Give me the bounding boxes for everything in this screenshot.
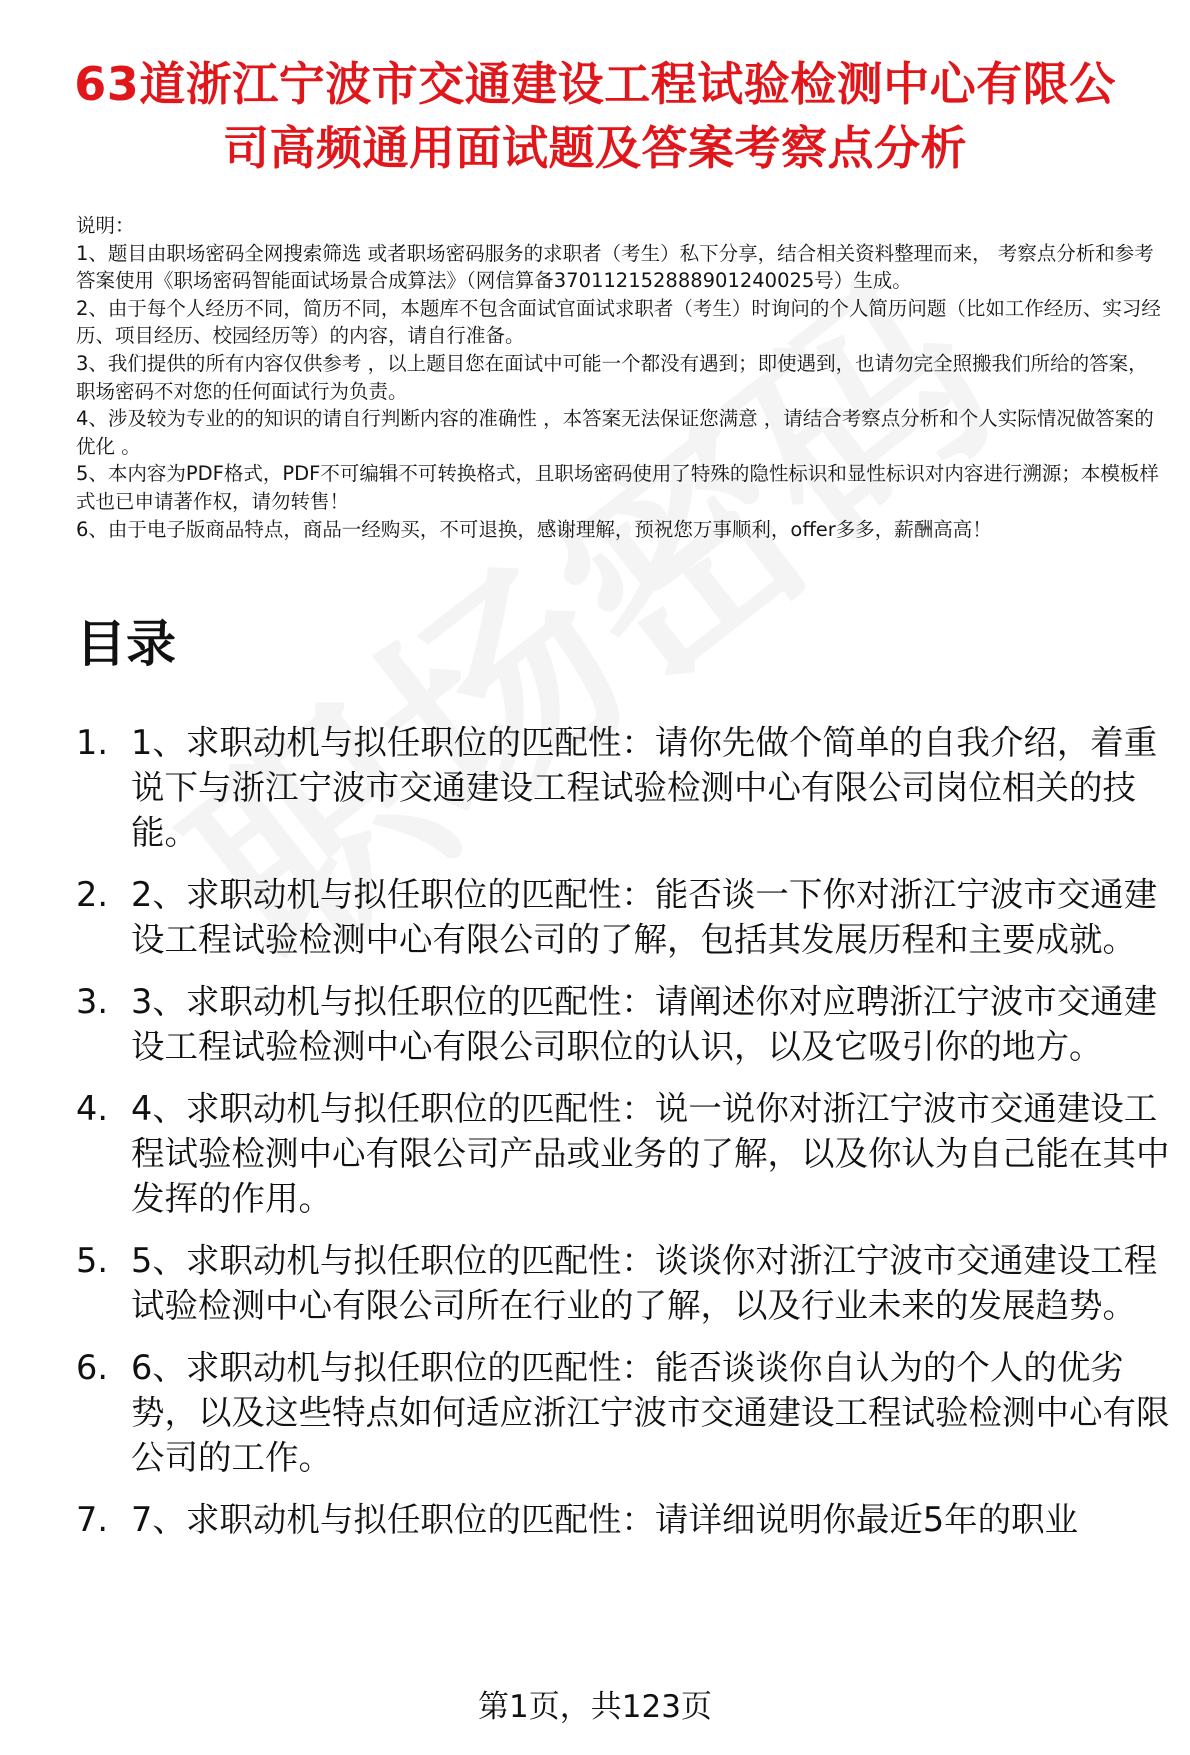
toc-item-number: 1. — [76, 723, 108, 762]
toc-item-number: 7. — [76, 1500, 108, 1539]
toc-item-text[interactable]: 5、求职动机与拟任职位的匹配性：谈谈你对浙江宁波市交通建设工程试验检测中心有限公司所在行业的了解，以及行业未来的发展趋势。 — [131, 1241, 1158, 1325]
table-of-contents — [76, 720, 1172, 1559]
toc-item-text[interactable]: 7、求职动机与拟任职位的匹配性：请详细说明你最近5年的职业 — [131, 1500, 1079, 1539]
toc-item-text[interactable]: 4、求职动机与拟任职位的匹配性：说一说你对浙江宁波市交通建设工程试验检测中心有限公司产品或业务的了解，以及你认为自己能在其中发挥的作用。 — [131, 1089, 1170, 1218]
note-item-4: 4、涉及较为专业的的知识的请自行判断内容的准确性 ，本答案无法保证您满意 ，请结合考察点分析和个人实际情况做答案的优化 。 — [76, 407, 1154, 458]
toc-item-text[interactable]: 6、求职动机与拟任职位的匹配性：能否谈谈你自认为的个人的优劣势，以及这些特点如何适应浙江宁波市交通建设工程试验检测中心有限公司的工作。 — [131, 1348, 1170, 1477]
toc-item-1[interactable] — [76, 720, 1172, 855]
toc-item-number: 4. — [76, 1089, 108, 1128]
toc-item-4[interactable] — [76, 1086, 1172, 1221]
notes-section — [76, 212, 1166, 543]
page-number-footer: 第1页，共123页 — [478, 1689, 712, 1725]
toc-item-3[interactable] — [76, 979, 1172, 1069]
note-item-1: 1、题目由职场密码全网搜索筛选 或者职场密码服务的求职者（考生）私下分享，结合相关资料整理而来， 考察点分析和参考答案使用《职场密码智能面试场景合成算法》（网信算备370112152888901240025号）生成。 — [76, 241, 1154, 293]
notes-heading: 说明： — [76, 214, 135, 237]
toc-heading: 目录 — [76, 615, 176, 673]
toc-item-number: 2. — [76, 875, 108, 914]
note-item-3: 3、我们提供的所有内容仅供参考 ，以上题目您在面试中可能一个都没有遇到；即使遇到，也请勿完全照搬我们所给的答案，职场密码不对您的任何面试行为负责。 — [76, 351, 1148, 403]
toc-item-5[interactable] — [76, 1238, 1172, 1328]
toc-item-text[interactable]: 1、求职动机与拟任职位的匹配性：请你先做个简单的自我介绍，着重说下与浙江宁波市交通建设工程试验检测中心有限公司岗位相关的技能。 — [131, 723, 1158, 852]
note-item-5: 5、本内容为PDF格式，PDF不可编辑不可转换格式，且职场密码使用了特殊的隐性标识和显性标识对内容进行溯源；本模板样式也已申请著作权，请勿转售！ — [76, 462, 1159, 513]
toc-item-number: 3. — [76, 982, 108, 1021]
toc-item-text[interactable]: 2、求职动机与拟任职位的匹配性：能否谈一下你对浙江宁波市交通建设工程试验检测中心有限公司的了解，包括其发展历程和主要成就。 — [131, 875, 1158, 959]
toc-item-7[interactable] — [76, 1497, 1172, 1542]
document-title: 63道浙江宁波市交通建设工程试验检测中心有限公司高频通用面试题及答案考察点分析 — [74, 57, 1116, 175]
note-item-6: 6、由于电子版商品特点，商品一经购买，不可退换，感谢理解，预祝您万事顺利，offer多多，薪酬高高！ — [76, 517, 992, 541]
toc-item-6[interactable] — [76, 1345, 1172, 1480]
note-item-2: 2、由于每个人经历不同，简历不同，本题库不包含面试官面试求职者（考生）时询问的个人简历问题（比如工作经历、实习经历、项目经历、校园经历等）的内容，请自行准备。 — [76, 296, 1161, 348]
toc-item-number: 6. — [76, 1348, 108, 1387]
toc-item-2[interactable] — [76, 872, 1172, 962]
toc-item-text[interactable]: 3、求职动机与拟任职位的匹配性：请阐述你对应聘浙江宁波市交通建设工程试验检测中心有限公司职位的认识，以及它吸引你的地方。 — [131, 982, 1158, 1066]
toc-item-number: 5. — [76, 1241, 108, 1280]
